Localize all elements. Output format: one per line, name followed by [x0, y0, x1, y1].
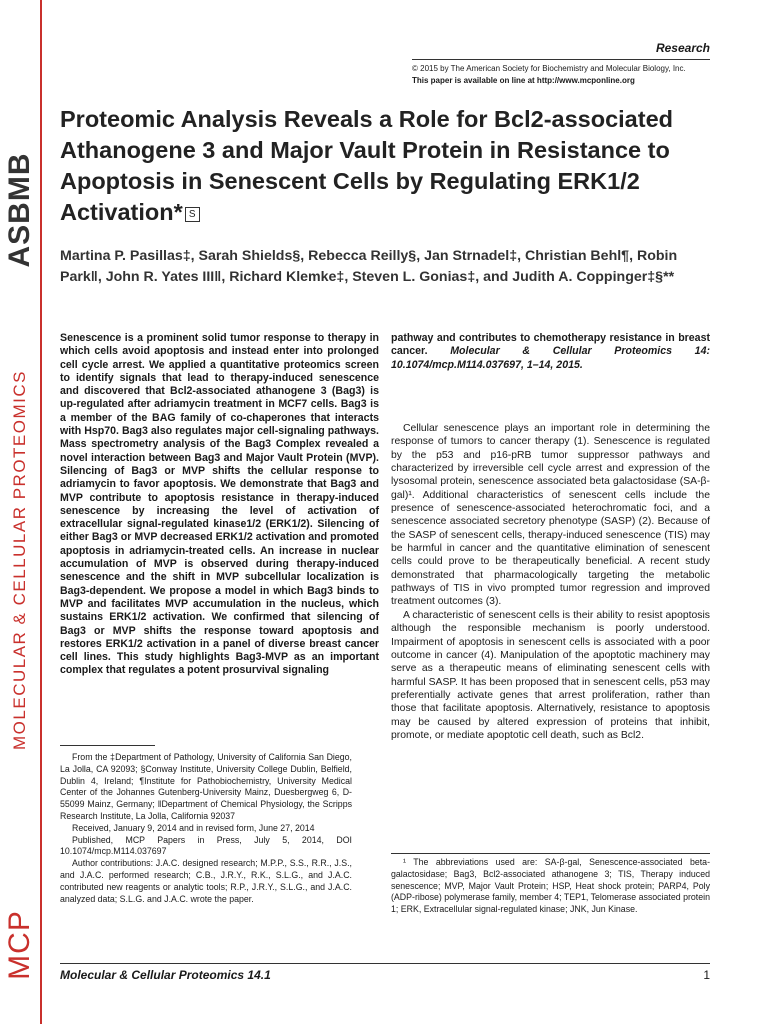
section-label: Research — [655, 41, 710, 55]
asbmb-logo: ASBMB — [3, 152, 36, 268]
availability-notice: This paper is available on line at http://www.mcponline.org — [412, 76, 635, 85]
abstract-text: Senescence is a prominent solid tumor response to therapy in which cells avoid apoptosis and instead enter into prolonged cell cycle arrest. We applied a quantitative proteomics screen to identify signals that lead to therapy-induced senescence and discovered that Bcl2-associated athanogene 3 (Bag3) is up-regulated after adriamycin treatment in MCF7 cells. Bag3 is a member of the BAG family of co-chaperones that interacts with Hsp70. Bag3 also regulates major cell-signaling pathways. Mass spectrometry analysis of the Bag3 Complex revealed a novel interaction between Bag3 and Major Vault Protein (MVP). Silencing of Bag3 or MVP shifts the cellular response to adriamycin to favor apoptosis. We demonstrate that Bag3 and MVP contribute to apoptosis resistance in therapy-induced senescence by increasing the level of activation of extracellular signal-regulated kinase1/2 (ERK1/2). Silencing of either Bag3 or MVP decreased ERK1/2 activation and promoted apoptosis in adriamycin-treated cells. An increase in nuclear accumulation of MVP is observed during therapy-induced senescence and the shift in MVP subcellular localization is Bag3-dependent. We propose a model in which Bag3 binds to MVP and facilitates MVP accumulation in the nucleus, which sustains ERK1/2 activation. We confirmed that silencing of Bag3 or MVP shifts the response toward apoptosis and restores ERK1/2 activation in a panel of diverse breast cancer cell lines. This study highlights Bag3-MVP as an important complex that regulates a potent prosurvival signaling — [60, 332, 379, 677]
sidebar-rule — [40, 0, 42, 1024]
affiliations-footnote — [60, 752, 352, 905]
received-dates: Received, January 9, 2014 and in revised form, June 27, 2014 — [72, 822, 315, 833]
abstract-continuation — [391, 332, 710, 372]
mcp-logo: MCP — [3, 910, 36, 980]
article-title-text: Proteomic Analysis Reveals a Role for Bcl2-associated Athanogene 3 and Major Vault Protein in Resistance to Apoptosis in Senescent Cells by Regulating ERK1/2 Activation* — [60, 106, 673, 225]
abbreviations-footnote: ¹ The abbreviations used are: SA-β-gal, Senescence-associated beta-galactosidase; Bag3, Bcl2-associated athanogene 3; TIS, Therapy induced senescence; MVP, Major Vault Protein; HSP, Heat shock protein; PARP4, Poly (ADP-ribose) polymerase family, member 4; TEP1, Telomerase associated protein 1; ERK, Extracellular signal-regulated kinase; JNK, Jun Kinase. — [391, 857, 710, 915]
footnote-rule — [60, 745, 155, 746]
supplemental-material-icon[interactable]: S — [185, 207, 200, 222]
abbreviations-rule — [391, 853, 710, 854]
abstract-continuation-text: pathway and contributes to chemotherapy resistance in breast cancer. — [391, 332, 710, 358]
copyright-notice: © 2015 by The American Society for Biochemistry and Molecular Biology, Inc. — [412, 64, 686, 73]
published-info: Published, MCP Papers in Press, July 5, 2014, DOI 10.1074/mcp.M114.037697 — [60, 834, 352, 857]
author-list: Martina P. Pasillas‡, Sarah Shields§, Rebecca Reilly§, Jan Strnadel‡, Christian Behl¶, Robin Park‖, John R. Yates III‖, Richard Klemke‡, Steven L. Gonias‡, and Judith A. Coppinger‡§** — [60, 248, 678, 285]
footer-journal-name: Molecular & Cellular Proteomics 14.1 — [60, 968, 271, 982]
header-rule — [412, 59, 710, 60]
author-contributions: Author contributions: J.A.C. designed research; M.P.P., S.S., R.R., J.S., and J.A.C. performed research; C.B., J.R.Y., R.K., S.L.G., and J.A.C. contributed new reagents or analytic tools; R.P., J.R.Y., S.L.G., and J.A.C. analyzed data; S.L.G. and J.A.C. wrote the paper. — [60, 858, 352, 904]
article-title — [60, 104, 720, 228]
intro-paragraph-2: A characteristic of senescent cells is their ability to resist apoptosis although the responsible mechanism is poorly understood. Impairment of apoptosis in senescent cells is associated with a poor outcome in cancer (4). Manipulation of the apoptotic machinery may serve as a therapeutic means of eliminating senescent cells with harmful SASP. It has been proposed that in senescent cells, p53 may preferentially activate genes that arrest proliferation, rather than those that facilitate apoptosis. Alternatively, resistance to apoptosis may be caused by altered expression of proteins that inhibit, promote, or mediate apoptotic cell death, such as Bcl2. — [391, 609, 710, 741]
intro-paragraph-1: Cellular senescence plays an important role in determining the response of tumors to cancer therapy (1). Senescence is regulated by the p53 and p16-pRB tumor suppressor pathways and characterized by irreversible cell cycle arrest and expression of the lysosomal protein, senescence associated beta galactosidase (SA-β-gal)¹. Additional characteristics of senescent cells include the presence of senescence-associated heterochromatic foci, and a senescence associated secretory phenotype (SASP) (2). Because of the SASP of senescent cells, therapy-induced senescence (TIS) may be harmful in cancer and the quantitative elimination of senescent cells could prove to be therapeutically beneficial. A recent study demonstrated that pharmacologically targeting the metabolic pathways of TIS in vivo prompted tumor regression and improved treatment outcomes (3). — [391, 423, 710, 608]
page-number: 1 — [703, 968, 710, 982]
journal-sidebar — [0, 0, 40, 1024]
abstract-citation: Molecular & Cellular Proteomics 14: 10.1074/mcp.M114.037697, 1–14, 2015. — [391, 345, 710, 371]
footer-rule — [60, 963, 710, 964]
affiliations-text: From the ‡Department of Pathology, University of California San Diego, La Jolla, CA 92093; §Conway Institute, University College Dublin, Belfield, Dublin 4, Ireland; ¶Institute for Pathobiochemistry, University Medical Center of the Johannes Gutenberg-University Mainz, Duesbergweg 6, D-55099 Mainz, Germany; ‖Department of Chemical Physiology, the Scripps Research Institute, La Jolla, California 92037 — [60, 752, 352, 821]
sidebar-journal-name: MOLECULAR & CELLULAR PROTEOMICS — [10, 370, 29, 750]
introduction — [391, 422, 710, 742]
